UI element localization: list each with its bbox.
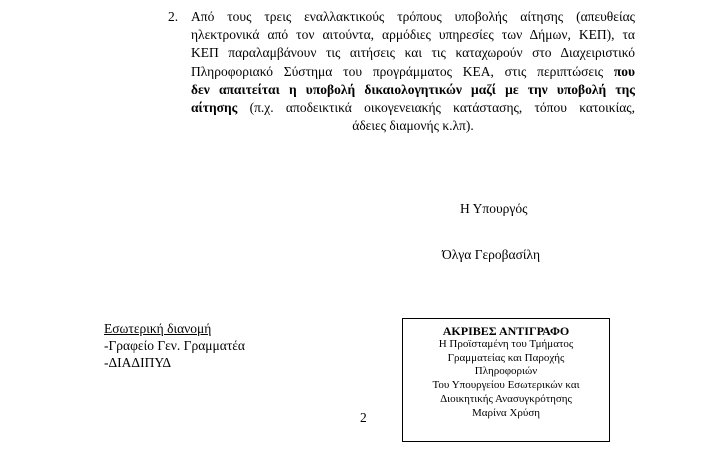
stamp-line: Γραμματείας και Παροχής xyxy=(447,351,565,364)
list-item-paragraph xyxy=(191,8,635,135)
stamp-heading: ΑΚΡΙΒΕΣ ΑΝΤΙΓΡΑΦΟ xyxy=(442,324,570,338)
stamp-line: Του Υπουργείου Εσωτερικών και xyxy=(432,379,580,392)
paragraph-line: ηλεκτρονικά από τον αιτούντα, αρμόδιες υπηρεσίες των Δήμων, ΚΕΠ), τα xyxy=(191,27,635,43)
distribution-item: -Γραφείο Γεν. Γραμματέα xyxy=(104,338,245,353)
distribution-title: Εσωτερική διανομή xyxy=(104,321,212,336)
signature-role: Η Υπουργός xyxy=(460,201,528,216)
signature-name: Όλγα Γεροβασίλη xyxy=(442,247,541,262)
paragraph-line-text: (π.χ. αποδεικτικά οικογενειακής κατάστασης, τόπου κατοικίας, xyxy=(237,100,635,116)
stamp-line: Η Προϊσταμένη του Τμήματος xyxy=(438,338,574,350)
paragraph-line xyxy=(191,63,635,81)
internal-distribution xyxy=(104,320,245,371)
stamp-line: Πληροφοριών xyxy=(474,365,538,378)
bold-emphasis-line: δεν απαιτείται η υποβολή δικαιολογητικών μαζί με την υποβολή της xyxy=(191,81,635,97)
list-item-number: 2. xyxy=(168,9,179,24)
bold-emphasis-text: που xyxy=(613,63,635,79)
stamp-line: Διοικητικής Ανασυγκρότησης xyxy=(440,392,572,405)
page-number: 2 xyxy=(360,410,367,425)
distribution-item: -ΔΙΑΔΙΠΥΔ xyxy=(104,355,172,370)
paragraph-line-text: Πληροφοριακό Σύστημα του προγράμματος ΚΕΑ, στις περιπτώσεις xyxy=(191,63,604,79)
paragraph-line: Από τους τρεις εναλλακτικούς τρόπους υποβολής αίτησης (απευθείας xyxy=(191,9,635,24)
true-copy-stamp xyxy=(402,318,610,442)
paragraph-line xyxy=(191,99,635,117)
paragraph-last-line: άδειες διαμονής κ.λπ). xyxy=(352,118,474,134)
bold-emphasis-text: αίτησης xyxy=(191,100,238,116)
stamp-signatory-name: Μαρίνα Χρύση xyxy=(471,406,541,419)
paragraph-line: ΚΕΠ παραλαμβάνουν τις αιτήσεις και τις καταχωρούν στο Διαχειριστικό xyxy=(191,45,635,61)
